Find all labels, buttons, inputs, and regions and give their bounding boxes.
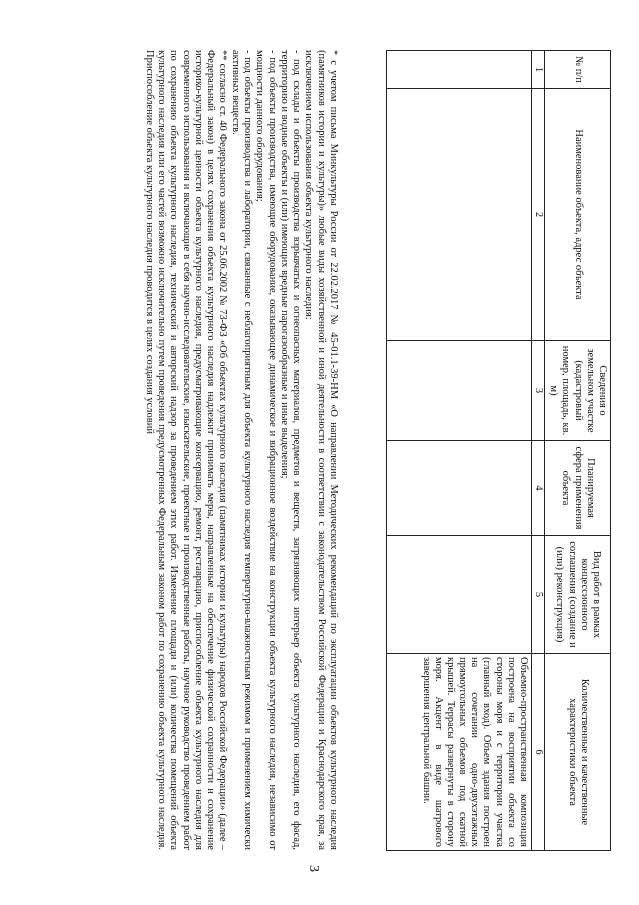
footnote-paragraph: - под объекты производства и лаборатории, связанные с неблагоприятным для объекта культурного наследия температурно-влажностным режимом и применением химически активных веществ.: [229, 50, 254, 850]
column-number: 2: [531, 89, 544, 341]
cell-sphere: [386, 441, 531, 536]
column-number: 4: [531, 441, 544, 536]
cell-characteristics: Объемно-пространственная композиция построена на восприятии объекта со стороны моря и с территории участка (главный вход). Объем здания построен на сочетании одно-двухэтажных прямоугольных объемов под скатной крышей. Террасы развернуты в сторону моря. Акцент в виде шатрового завершения центральной башни.: [386, 654, 531, 851]
cell-object-name: [386, 89, 531, 341]
footnote-paragraph: * с учетом письма Минкультуры России от 22.02.2017 № 45-01.1-39-НМ «О направлении Методических рекомендаций по эксплуатации объектов культурного наследия (памятников истории и культуры)» любые виды хозяйственной и иной деятельности в соответствии с законодательством Российской Федерации и Краснодарского края, за исключением использования объекта культурного наследия:: [303, 50, 339, 850]
header-sphere: Планируемая сфера применения объекта: [545, 441, 611, 536]
column-number: 5: [531, 536, 544, 654]
footnotes: [143, 50, 340, 850]
page-number: 3: [306, 865, 321, 872]
header-characteristics: Количественные и качественные характеристики объекта: [545, 654, 611, 851]
header-work-type: Вид работ в рамках концессионного соглашения (создание и (или) реконструкция): [545, 536, 611, 654]
footnote-paragraph: - под склады и объекты производства взрывчатых и огнеопасных материалов, предметов и веществ, загрязняющих интерьер объекта культурного наследия, его фасад, территорию и водные объекты и (или) имеющих вредные парогазообразные и иные выделения;: [278, 50, 303, 850]
objects-table: [386, 50, 611, 851]
table-header-row: [545, 51, 611, 851]
header-number: № п/п: [545, 51, 611, 89]
cell-land-plot: [386, 341, 531, 441]
footnote-paragraph: ** согласно ст. 40 Федерального закона от 25.06.2002 № 73-ФЗ «Об объектах культурного наследия (памятниках истории и культуры) народов Российской Федерации» (далее – Федеральный закон) в целях сохранения объекта культурного наследия надлежит принимать меры, направленные на обеспечение физической сохранности и сохранение историко-культурной ценности объекта культурного наследия, предусматривающие консервацию, ремонт, реставрацию, приспособление объекта культурного наследия для современного использования и включающие в себя научно-исследовательские, изыскательские, проектные и производственные работы, научное руководство проведением работ по сохранению объекта культурного наследия, технический и авторский надзор за проведением этих работ. Изменение площади и (или) количества помещений объекта культурного наследия или его частей возможно исключительно путем проведения предусмотренных Федеральным законом работ по сохранению объекта культурного наследия. Приспособление объекта культурного наследия проводится в целях создания условий: [143, 50, 229, 850]
column-number: 3: [531, 341, 544, 441]
table-row: [386, 51, 531, 851]
header-land-plot: Сведения о земельном участке (кадастровый номер, площадь, кв. м): [545, 341, 611, 441]
header-object-name: Наименование объекта, адрес объекта: [545, 89, 611, 341]
column-number: 1: [531, 51, 544, 89]
column-number: 6: [531, 654, 544, 851]
column-number-row: [531, 51, 544, 851]
cell-number: [386, 51, 531, 89]
cell-work-type: [386, 536, 531, 654]
footnote-paragraph: - под объекты производства, имеющие оборудование, оказывающее динамическое и вибрационное воздействие на конструкции объекта культурного наследия, независимо от мощности данного оборудования;: [254, 50, 278, 850]
